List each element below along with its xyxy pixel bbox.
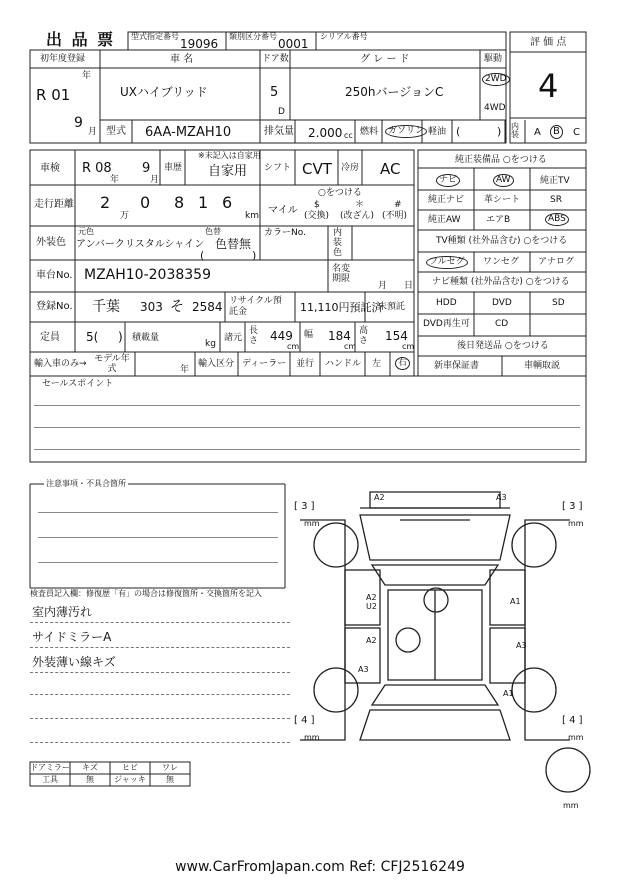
usage-note: ※未記入は自家用: [198, 151, 261, 160]
shaken-year-unit: 年: [110, 175, 120, 185]
caution-line-2: [38, 537, 278, 538]
grade-value: 250hバージョンC: [345, 85, 444, 99]
chassis-label: 車台No.: [36, 270, 73, 281]
acc-header-mirror: ドアミラー: [30, 763, 70, 772]
docs-label: 後日発送品 ○をつける: [457, 341, 549, 351]
navi-type-label: ナビ種類 (社外品含む) ○をつける: [432, 277, 570, 287]
length-unit: cm: [287, 342, 300, 351]
tread-rear-right: [ 4 ]: [562, 715, 583, 726]
mileage-option-hash: #: [394, 200, 402, 210]
caution-line-3: [38, 562, 278, 563]
acc-jack-value: 無: [166, 775, 174, 784]
mileage-select-note: ○をつける: [318, 188, 362, 198]
reg-area: 千葉: [92, 299, 120, 315]
doors-value: 5: [270, 85, 279, 100]
navi-dvd: DVD: [492, 298, 512, 308]
displacement-value: 2.000: [308, 126, 343, 140]
reg-label: 登録No.: [36, 301, 73, 312]
interior-color-label: 内装色: [333, 228, 343, 258]
capacity-unit: ): [118, 330, 123, 344]
damage-mark-left-rear-door: A2: [366, 636, 377, 645]
shift-value: CVT: [302, 160, 332, 178]
shift-label: シフト: [264, 163, 292, 173]
serial-label: シリアル番号: [320, 32, 368, 41]
navi-cd: CD: [495, 319, 509, 329]
tv-type-label: TV種類 (社外品含む) ○をつける: [436, 236, 568, 246]
reg-kana: そ: [170, 299, 184, 315]
mileage-digit-3: 8: [174, 193, 185, 212]
caution-line-1: [38, 512, 278, 513]
equip-aw: AW: [493, 174, 514, 187]
light-oil-label: 軽油: [428, 127, 447, 137]
sales-point-line-2: [34, 427, 580, 428]
doors-label: ドア数: [262, 54, 289, 64]
length-value: 449: [270, 329, 293, 343]
docs-warranty: 新車保証書: [434, 361, 480, 371]
handle-label: ハンドル: [325, 359, 362, 369]
color-change-value: 色替無: [215, 237, 252, 251]
shaken-month-unit: 月: [150, 175, 160, 185]
model-year-unit: 年: [180, 365, 190, 375]
name-change-label: 名変期限: [332, 264, 351, 284]
acc-tool-label: 工具: [42, 775, 58, 784]
displacement-label: 排気量: [264, 126, 294, 137]
acc-jack-label: ジャッキ: [114, 775, 146, 784]
acc-header-scratch: キズ: [82, 763, 98, 772]
damage-mark-left-front-door-a: A2: [366, 593, 377, 602]
color-change-open: (: [200, 249, 205, 262]
color-value: アンバークリスタルシャイン: [76, 239, 205, 250]
color-change-close: ): [252, 249, 257, 262]
inspector-entry-2: サイドミラーA: [32, 630, 112, 644]
score-value: 4: [538, 67, 559, 105]
shaken-label: 車検: [40, 163, 60, 174]
capacity-value: 5(: [86, 330, 99, 344]
interior-grade-c: C: [573, 127, 580, 138]
width-unit: cm: [344, 342, 357, 351]
capacity-label: 定員: [40, 332, 60, 343]
reg-number: 2584: [192, 300, 223, 314]
drive-2wd: 2WD: [482, 73, 510, 86]
model-designation-value: 19096: [180, 37, 219, 51]
equip-genuine-aw: 純正AW: [428, 215, 461, 225]
equip-navi: ナビ: [436, 174, 460, 187]
dims-label: 諸元: [224, 333, 243, 343]
car-name-label: 車 名: [170, 54, 194, 65]
tread-front-left-unit: mm: [304, 519, 320, 528]
recycle-unpaid: 未預託: [378, 302, 406, 312]
import-dealer: ディーラー: [242, 359, 287, 369]
equip-genuine-navi: 純正ナビ: [428, 195, 465, 205]
docs-manual: 車輌取説: [524, 361, 561, 371]
navi-sd: SD: [552, 298, 565, 308]
width-value: 184: [328, 329, 351, 343]
footer-watermark: www.CarFromJapan.com Ref: CFJ2516249: [175, 859, 465, 875]
car-name-value: UXハイブリッド: [120, 85, 208, 99]
mileage-option-dollar: $: [314, 200, 320, 210]
chassis-value: MZAH10-2038359: [84, 267, 211, 283]
handle-left: 左: [372, 359, 382, 369]
acc-header-crack: ヒビ: [122, 763, 138, 772]
equip-leather: 革シート: [484, 195, 521, 205]
shaken-month: 9: [142, 161, 151, 176]
color-change-label: 色替: [205, 227, 221, 236]
mileage-option-star: ＊: [355, 200, 365, 210]
grade-label: グ レ ー ド: [360, 54, 410, 65]
first-reg-month: 9: [74, 115, 83, 131]
color-label: 外装色: [36, 237, 66, 248]
color-original-label: 元色: [78, 227, 94, 236]
mileage-digit-4: 1: [198, 193, 209, 212]
first-reg-era: R 01: [36, 86, 71, 104]
interior-grade-a: A: [534, 127, 541, 138]
tv-oneseg: ワンセグ: [483, 257, 520, 267]
navi-dvd-playback: DVD再生可: [423, 319, 470, 329]
model-year-label: モデル年式: [94, 354, 130, 374]
inspector-line-5: [30, 718, 290, 719]
category-label: 類別区分番号: [229, 32, 277, 41]
usage-value: 自家用: [208, 164, 248, 179]
light-oil-open: (: [456, 125, 461, 138]
mileage-option-tampered: (改ざん): [340, 211, 375, 221]
year-unit: 年: [82, 71, 92, 81]
inspector-line-3: [30, 672, 290, 673]
mileage-label: 走行距離: [34, 199, 74, 210]
inspector-line-2: [30, 647, 290, 648]
tread-rear-left-unit: mm: [304, 733, 320, 742]
equip-abs: ABS: [545, 213, 569, 226]
color-no-label: カラーNo.: [264, 228, 306, 238]
damage-mark-right-rear-fender: A1: [503, 689, 514, 698]
damage-mark-left-front-door-u: U2: [366, 602, 377, 611]
import-parallel: 並行: [296, 359, 315, 369]
mileage-digit-5: 6: [222, 193, 233, 212]
equip-airbag: エアB: [486, 215, 511, 225]
inspector-entry-3: 外装薄い線キズ: [32, 655, 116, 669]
tread-front-right-unit: mm: [568, 519, 584, 528]
tv-analog: アナログ: [538, 257, 575, 267]
inspector-label: 検査員記入欄：修復歴「有」の場合は修復箇所・交換箇所を記入: [30, 589, 262, 598]
mileage-digit-1: 2: [100, 193, 111, 212]
import-label: 輸入車のみ→: [34, 359, 87, 369]
damage-mark-right-front-door: A1: [510, 597, 521, 606]
recycle-value: 11,110円預託済: [300, 301, 383, 314]
interior-label: 内装: [511, 122, 519, 139]
inspector-entry-1: 室内薄汚れ: [32, 605, 93, 619]
equip-sr: SR: [550, 195, 562, 205]
mileage-km-unit: km: [245, 211, 259, 221]
ac-label: 冷房: [341, 163, 360, 173]
sales-point-label: セールスポイント: [42, 379, 114, 389]
load-label: 積載量: [132, 333, 160, 343]
car-diagram: [300, 492, 590, 792]
ac-value: AC: [380, 160, 401, 178]
interior-grade-b: B: [550, 125, 563, 139]
equip-tv: 純正TV: [540, 176, 570, 186]
tv-fullseg: フルセグ: [426, 256, 468, 269]
tread-spare-unit: mm: [563, 801, 579, 810]
length-label: 長さ: [249, 326, 259, 346]
tread-front-left: [ 3 ]: [294, 501, 315, 512]
score-label: 評 価 点: [530, 37, 567, 48]
equipment-genuine-label: 純正装備品 ○をつける: [455, 155, 547, 165]
model-value: 6AA-MZAH10: [145, 125, 232, 140]
acc-header-break: ワレ: [162, 763, 178, 772]
load-unit: kg: [205, 339, 216, 349]
handle-right: 右: [395, 357, 410, 370]
damage-mark-left-rear-fender: A3: [358, 665, 369, 674]
mileage-option-mile: マイル: [268, 205, 298, 216]
drive-4wd: 4WD: [484, 103, 506, 113]
tread-rear-right-unit: mm: [568, 733, 584, 742]
month-unit: 月: [88, 127, 98, 137]
sales-point-line-3: [34, 449, 580, 450]
height-label: 高さ: [359, 326, 369, 346]
sheet-title: 出 品 票: [46, 30, 116, 49]
mileage-option-exchange: (交換): [304, 211, 330, 221]
model-designation-label: 型式指定番号: [131, 32, 179, 41]
import-class-label: 輸入区分: [198, 359, 235, 369]
shaken-value: R 08: [82, 161, 112, 176]
height-unit: cm: [402, 342, 415, 351]
mileage-option-unknown: (不明): [382, 211, 408, 221]
mileage-man-unit: 万: [120, 211, 130, 221]
fuel-label: 燃料: [360, 127, 379, 137]
damage-mark-right-rear-door: A3: [516, 641, 527, 650]
inspector-line-4: [30, 694, 290, 695]
fuel-value: ガソリン: [385, 125, 427, 138]
light-oil-close: ): [497, 125, 502, 138]
caution-label: 注意事項・不具合箇所: [46, 479, 126, 488]
recycle-label: リサイクル預託金: [229, 296, 282, 317]
navi-hdd: HDD: [436, 298, 457, 308]
sales-point-line-1: [34, 405, 580, 406]
first-reg-label: 初年度登録: [40, 54, 86, 64]
displacement-unit: cc: [344, 131, 353, 140]
name-change-month: 月: [378, 281, 388, 291]
inspector-line-1: [30, 622, 290, 623]
width-label: 幅: [304, 330, 314, 340]
model-label: 型式: [106, 126, 126, 137]
usage-label: 車歴: [164, 163, 183, 173]
category-value: 0001: [278, 37, 309, 51]
mileage-digit-2: 0: [140, 193, 151, 212]
inspector-line-6: [30, 742, 290, 743]
reg-class: 303: [140, 300, 163, 314]
height-value: 154: [385, 329, 408, 343]
tread-rear-left: [ 4 ]: [294, 715, 315, 726]
damage-mark-front-bumper-right: A3: [496, 493, 507, 502]
tread-front-right: [ 3 ]: [562, 501, 583, 512]
acc-tool-value: 無: [86, 775, 94, 784]
doors-suffix: D: [278, 107, 285, 117]
damage-mark-front-bumper-left: A2: [374, 493, 385, 502]
drive-label: 駆動: [484, 54, 503, 64]
name-change-day: 日: [404, 281, 414, 291]
